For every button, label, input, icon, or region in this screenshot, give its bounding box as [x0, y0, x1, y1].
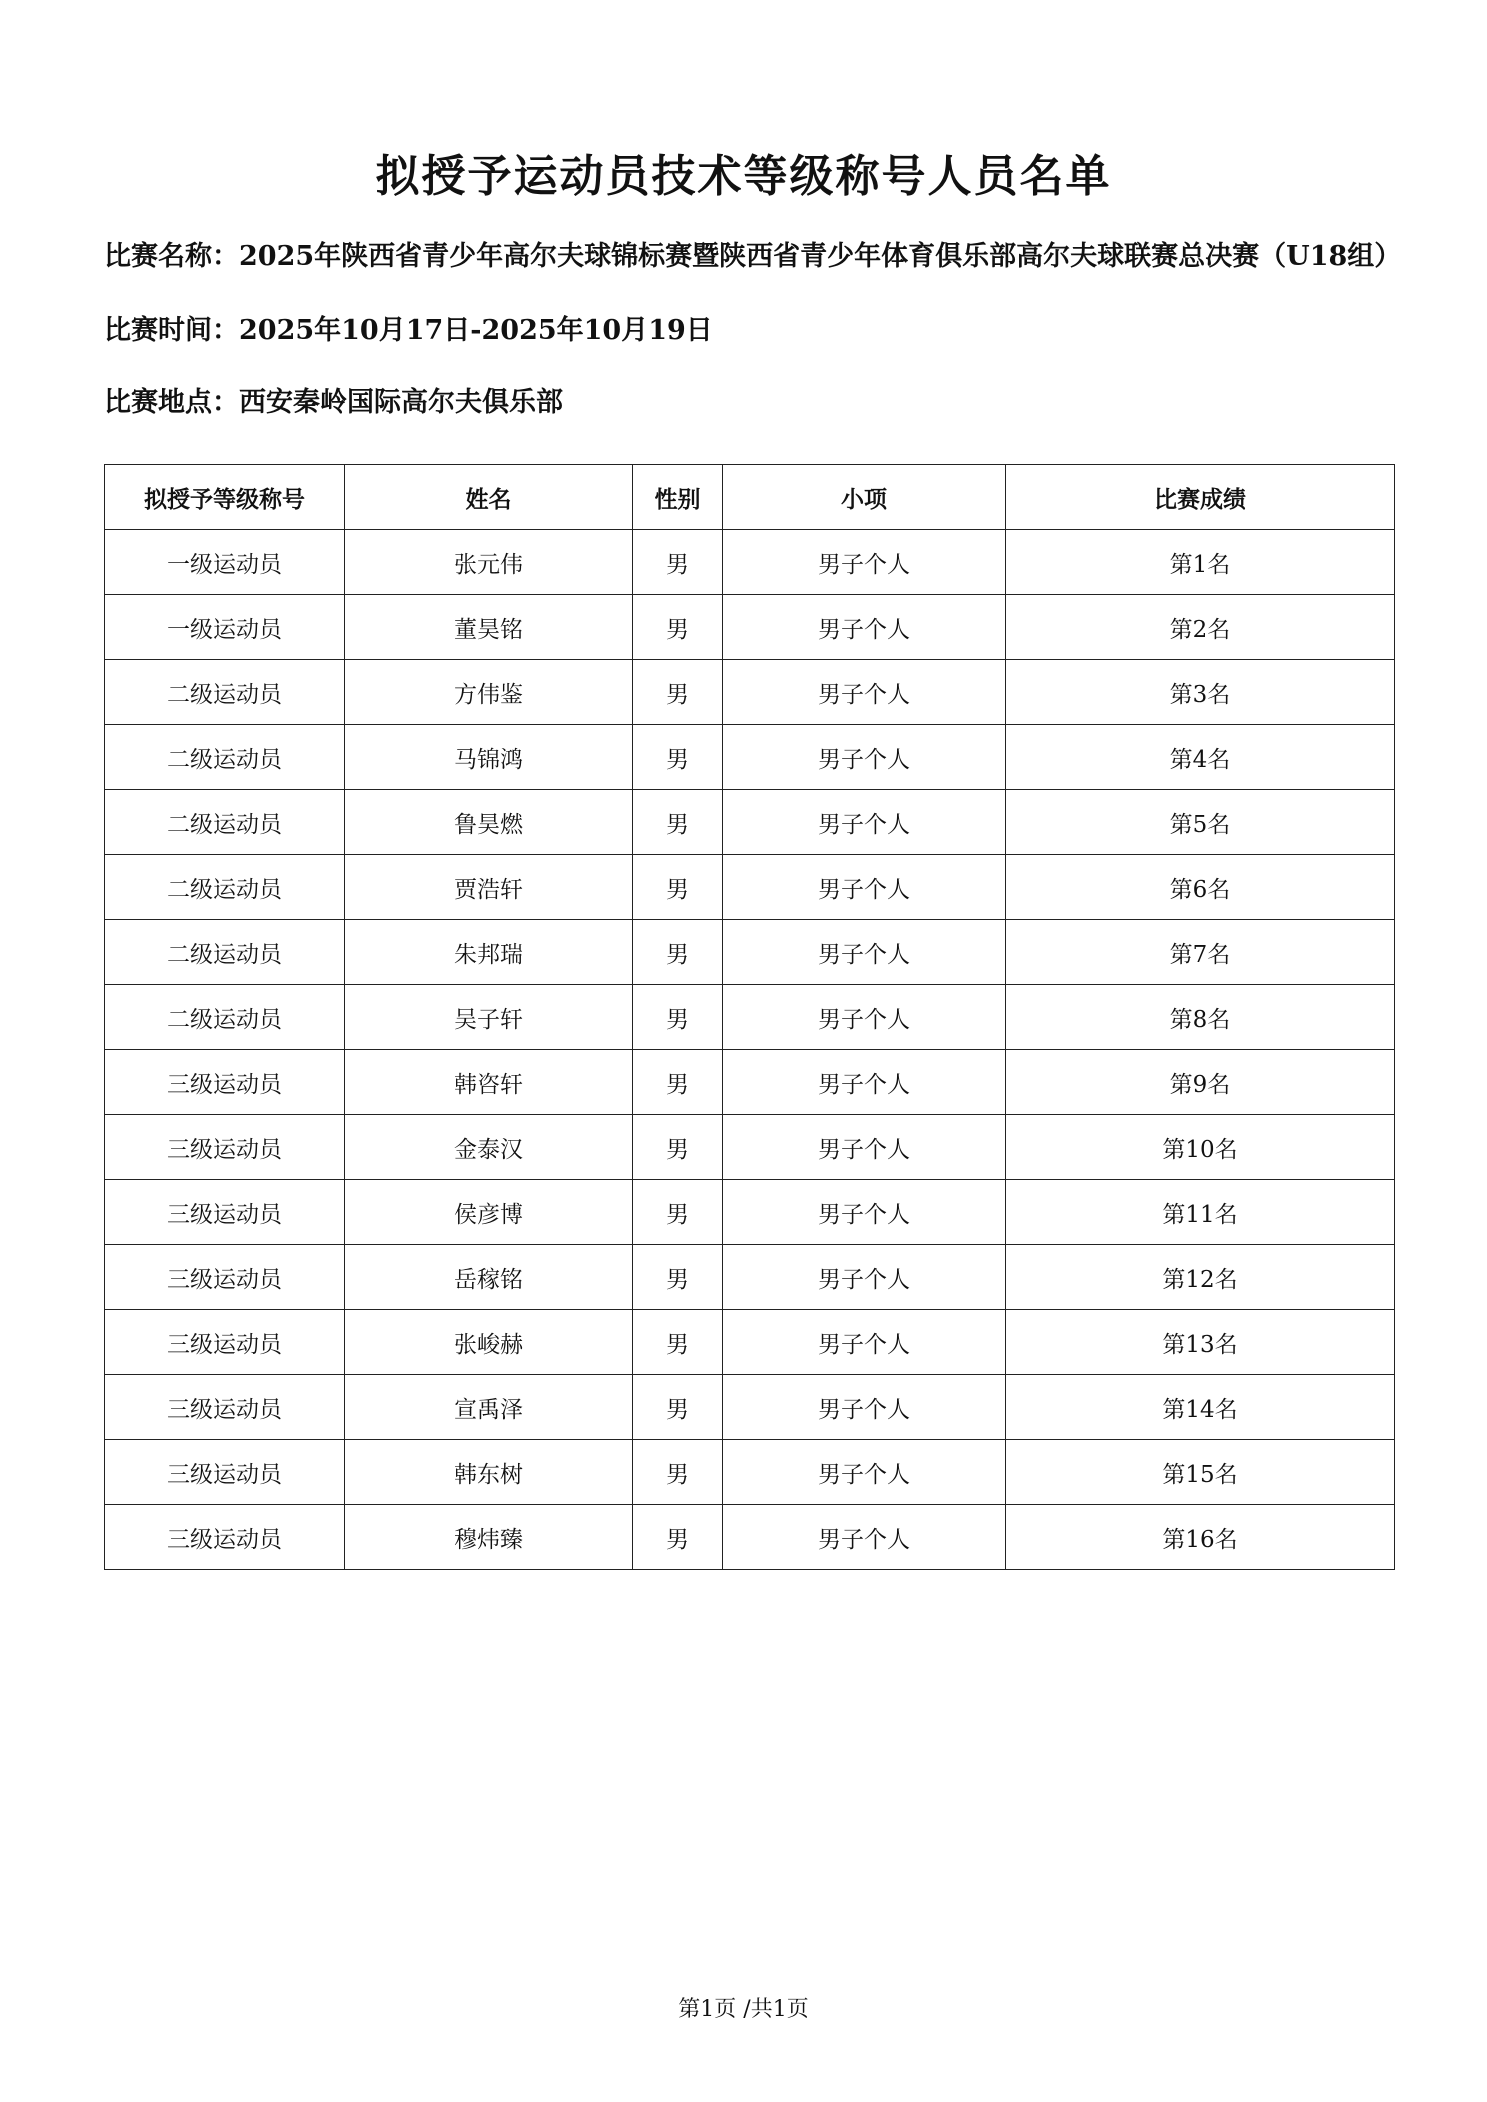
competition-name-value: 2025年陕西省青少年高尔夫球锦标赛暨陕西省青少年体育俱乐部高尔夫球联赛总决赛（U18组）	[239, 241, 1402, 272]
cell-name: 方伟鉴	[345, 660, 633, 725]
cell-name: 韩咨轩	[345, 1050, 633, 1115]
cell-gender: 男	[633, 1375, 723, 1440]
cell-event: 男子个人	[723, 1310, 1006, 1375]
competition-place-label: 比赛地点：	[104, 387, 239, 418]
cell-gender: 男	[633, 855, 723, 920]
header-event: 小项	[723, 465, 1006, 530]
cell-result: 第6名	[1006, 855, 1395, 920]
cell-gender: 男	[633, 1505, 723, 1570]
table-row	[105, 725, 1395, 790]
table-row	[105, 1245, 1395, 1310]
cell-name: 韩东树	[345, 1440, 633, 1505]
cell-gender: 男	[633, 1310, 723, 1375]
cell-name: 金泰汉	[345, 1115, 633, 1180]
competition-time-label: 比赛时间：	[104, 315, 239, 346]
page-indicator: 第1页 /共1页	[678, 1997, 809, 2022]
table-row	[105, 855, 1395, 920]
table-row	[105, 1310, 1395, 1375]
cell-gender: 男	[633, 1180, 723, 1245]
cell-result: 第5名	[1006, 790, 1395, 855]
cell-gender: 男	[633, 1440, 723, 1505]
cell-grade-title: 一级运动员	[105, 530, 345, 595]
cell-grade-title: 三级运动员	[105, 1505, 345, 1570]
cell-name: 鲁昊燃	[345, 790, 633, 855]
cell-event: 男子个人	[723, 1180, 1006, 1245]
cell-event: 男子个人	[723, 660, 1006, 725]
cell-name: 张元伟	[345, 530, 633, 595]
table-row	[105, 660, 1395, 725]
cell-gender: 男	[633, 1245, 723, 1310]
cell-result: 第10名	[1006, 1115, 1395, 1180]
cell-name: 贾浩轩	[345, 855, 633, 920]
table-row	[105, 1115, 1395, 1180]
table-row	[105, 985, 1395, 1050]
cell-name: 董昊铭	[345, 595, 633, 660]
cell-gender: 男	[633, 660, 723, 725]
cell-name: 吴子轩	[345, 985, 633, 1050]
cell-grade-title: 三级运动员	[105, 1115, 345, 1180]
table-row	[105, 595, 1395, 660]
cell-name: 马锦鸿	[345, 725, 633, 790]
table-row	[105, 1180, 1395, 1245]
cell-event: 男子个人	[723, 855, 1006, 920]
cell-event: 男子个人	[723, 790, 1006, 855]
cell-gender: 男	[633, 725, 723, 790]
competition-time-value: 2025年10月17日-2025年10月19日	[239, 315, 713, 346]
table-row	[105, 920, 1395, 985]
cell-result: 第8名	[1006, 985, 1395, 1050]
cell-result: 第13名	[1006, 1310, 1395, 1375]
cell-gender: 男	[633, 920, 723, 985]
cell-event: 男子个人	[723, 595, 1006, 660]
table-row	[105, 1375, 1395, 1440]
cell-result: 第15名	[1006, 1440, 1395, 1505]
cell-result: 第4名	[1006, 725, 1395, 790]
cell-name: 宣禹泽	[345, 1375, 633, 1440]
competition-place-line	[104, 380, 563, 419]
competition-place-value: 西安秦岭国际高尔夫俱乐部	[239, 387, 563, 418]
cell-event: 男子个人	[723, 1245, 1006, 1310]
cell-gender: 男	[633, 790, 723, 855]
competition-name-label: 比赛名称：	[104, 241, 239, 272]
cell-event: 男子个人	[723, 985, 1006, 1050]
competition-time-line	[104, 308, 713, 347]
page-title: 拟授予运动员技术等级称号人员名单	[375, 151, 1112, 202]
table-row	[105, 530, 1395, 595]
cell-result: 第16名	[1006, 1505, 1395, 1570]
table-row	[105, 1050, 1395, 1115]
cell-name: 张峻赫	[345, 1310, 633, 1375]
cell-name: 侯彦博	[345, 1180, 633, 1245]
header-name: 姓名	[345, 465, 633, 530]
cell-gender: 男	[633, 985, 723, 1050]
athlete-roster-table	[104, 464, 1395, 1570]
cell-grade-title: 二级运动员	[105, 725, 345, 790]
header-grade-title: 拟授予等级称号	[105, 465, 345, 530]
cell-grade-title: 三级运动员	[105, 1310, 345, 1375]
cell-event: 男子个人	[723, 920, 1006, 985]
cell-event: 男子个人	[723, 1050, 1006, 1115]
cell-result: 第1名	[1006, 530, 1395, 595]
cell-event: 男子个人	[723, 1375, 1006, 1440]
cell-grade-title: 二级运动员	[105, 790, 345, 855]
table-row	[105, 1440, 1395, 1505]
cell-result: 第12名	[1006, 1245, 1395, 1310]
cell-grade-title: 二级运动员	[105, 920, 345, 985]
header-result: 比赛成绩	[1006, 465, 1395, 530]
cell-name: 穆炜臻	[345, 1505, 633, 1570]
cell-gender: 男	[633, 595, 723, 660]
table-row	[105, 1505, 1395, 1570]
cell-gender: 男	[633, 530, 723, 595]
cell-grade-title: 二级运动员	[105, 660, 345, 725]
cell-grade-title: 三级运动员	[105, 1440, 345, 1505]
cell-grade-title: 三级运动员	[105, 1375, 345, 1440]
competition-name-line	[104, 234, 1401, 273]
cell-event: 男子个人	[723, 1505, 1006, 1570]
cell-result: 第11名	[1006, 1180, 1395, 1245]
cell-name: 朱邦瑞	[345, 920, 633, 985]
cell-event: 男子个人	[723, 530, 1006, 595]
cell-result: 第14名	[1006, 1375, 1395, 1440]
cell-result: 第2名	[1006, 595, 1395, 660]
cell-gender: 男	[633, 1115, 723, 1180]
cell-grade-title: 二级运动员	[105, 855, 345, 920]
cell-name: 岳稼铭	[345, 1245, 633, 1310]
table-header-row	[105, 465, 1395, 530]
table-row	[105, 790, 1395, 855]
cell-grade-title: 三级运动员	[105, 1180, 345, 1245]
cell-gender: 男	[633, 1050, 723, 1115]
cell-grade-title: 三级运动员	[105, 1245, 345, 1310]
cell-result: 第7名	[1006, 920, 1395, 985]
cell-grade-title: 一级运动员	[105, 595, 345, 660]
cell-event: 男子个人	[723, 1115, 1006, 1180]
cell-event: 男子个人	[723, 1440, 1006, 1505]
cell-grade-title: 三级运动员	[105, 1050, 345, 1115]
cell-result: 第3名	[1006, 660, 1395, 725]
header-gender: 性别	[633, 465, 723, 530]
cell-grade-title: 二级运动员	[105, 985, 345, 1050]
cell-result: 第9名	[1006, 1050, 1395, 1115]
cell-event: 男子个人	[723, 725, 1006, 790]
